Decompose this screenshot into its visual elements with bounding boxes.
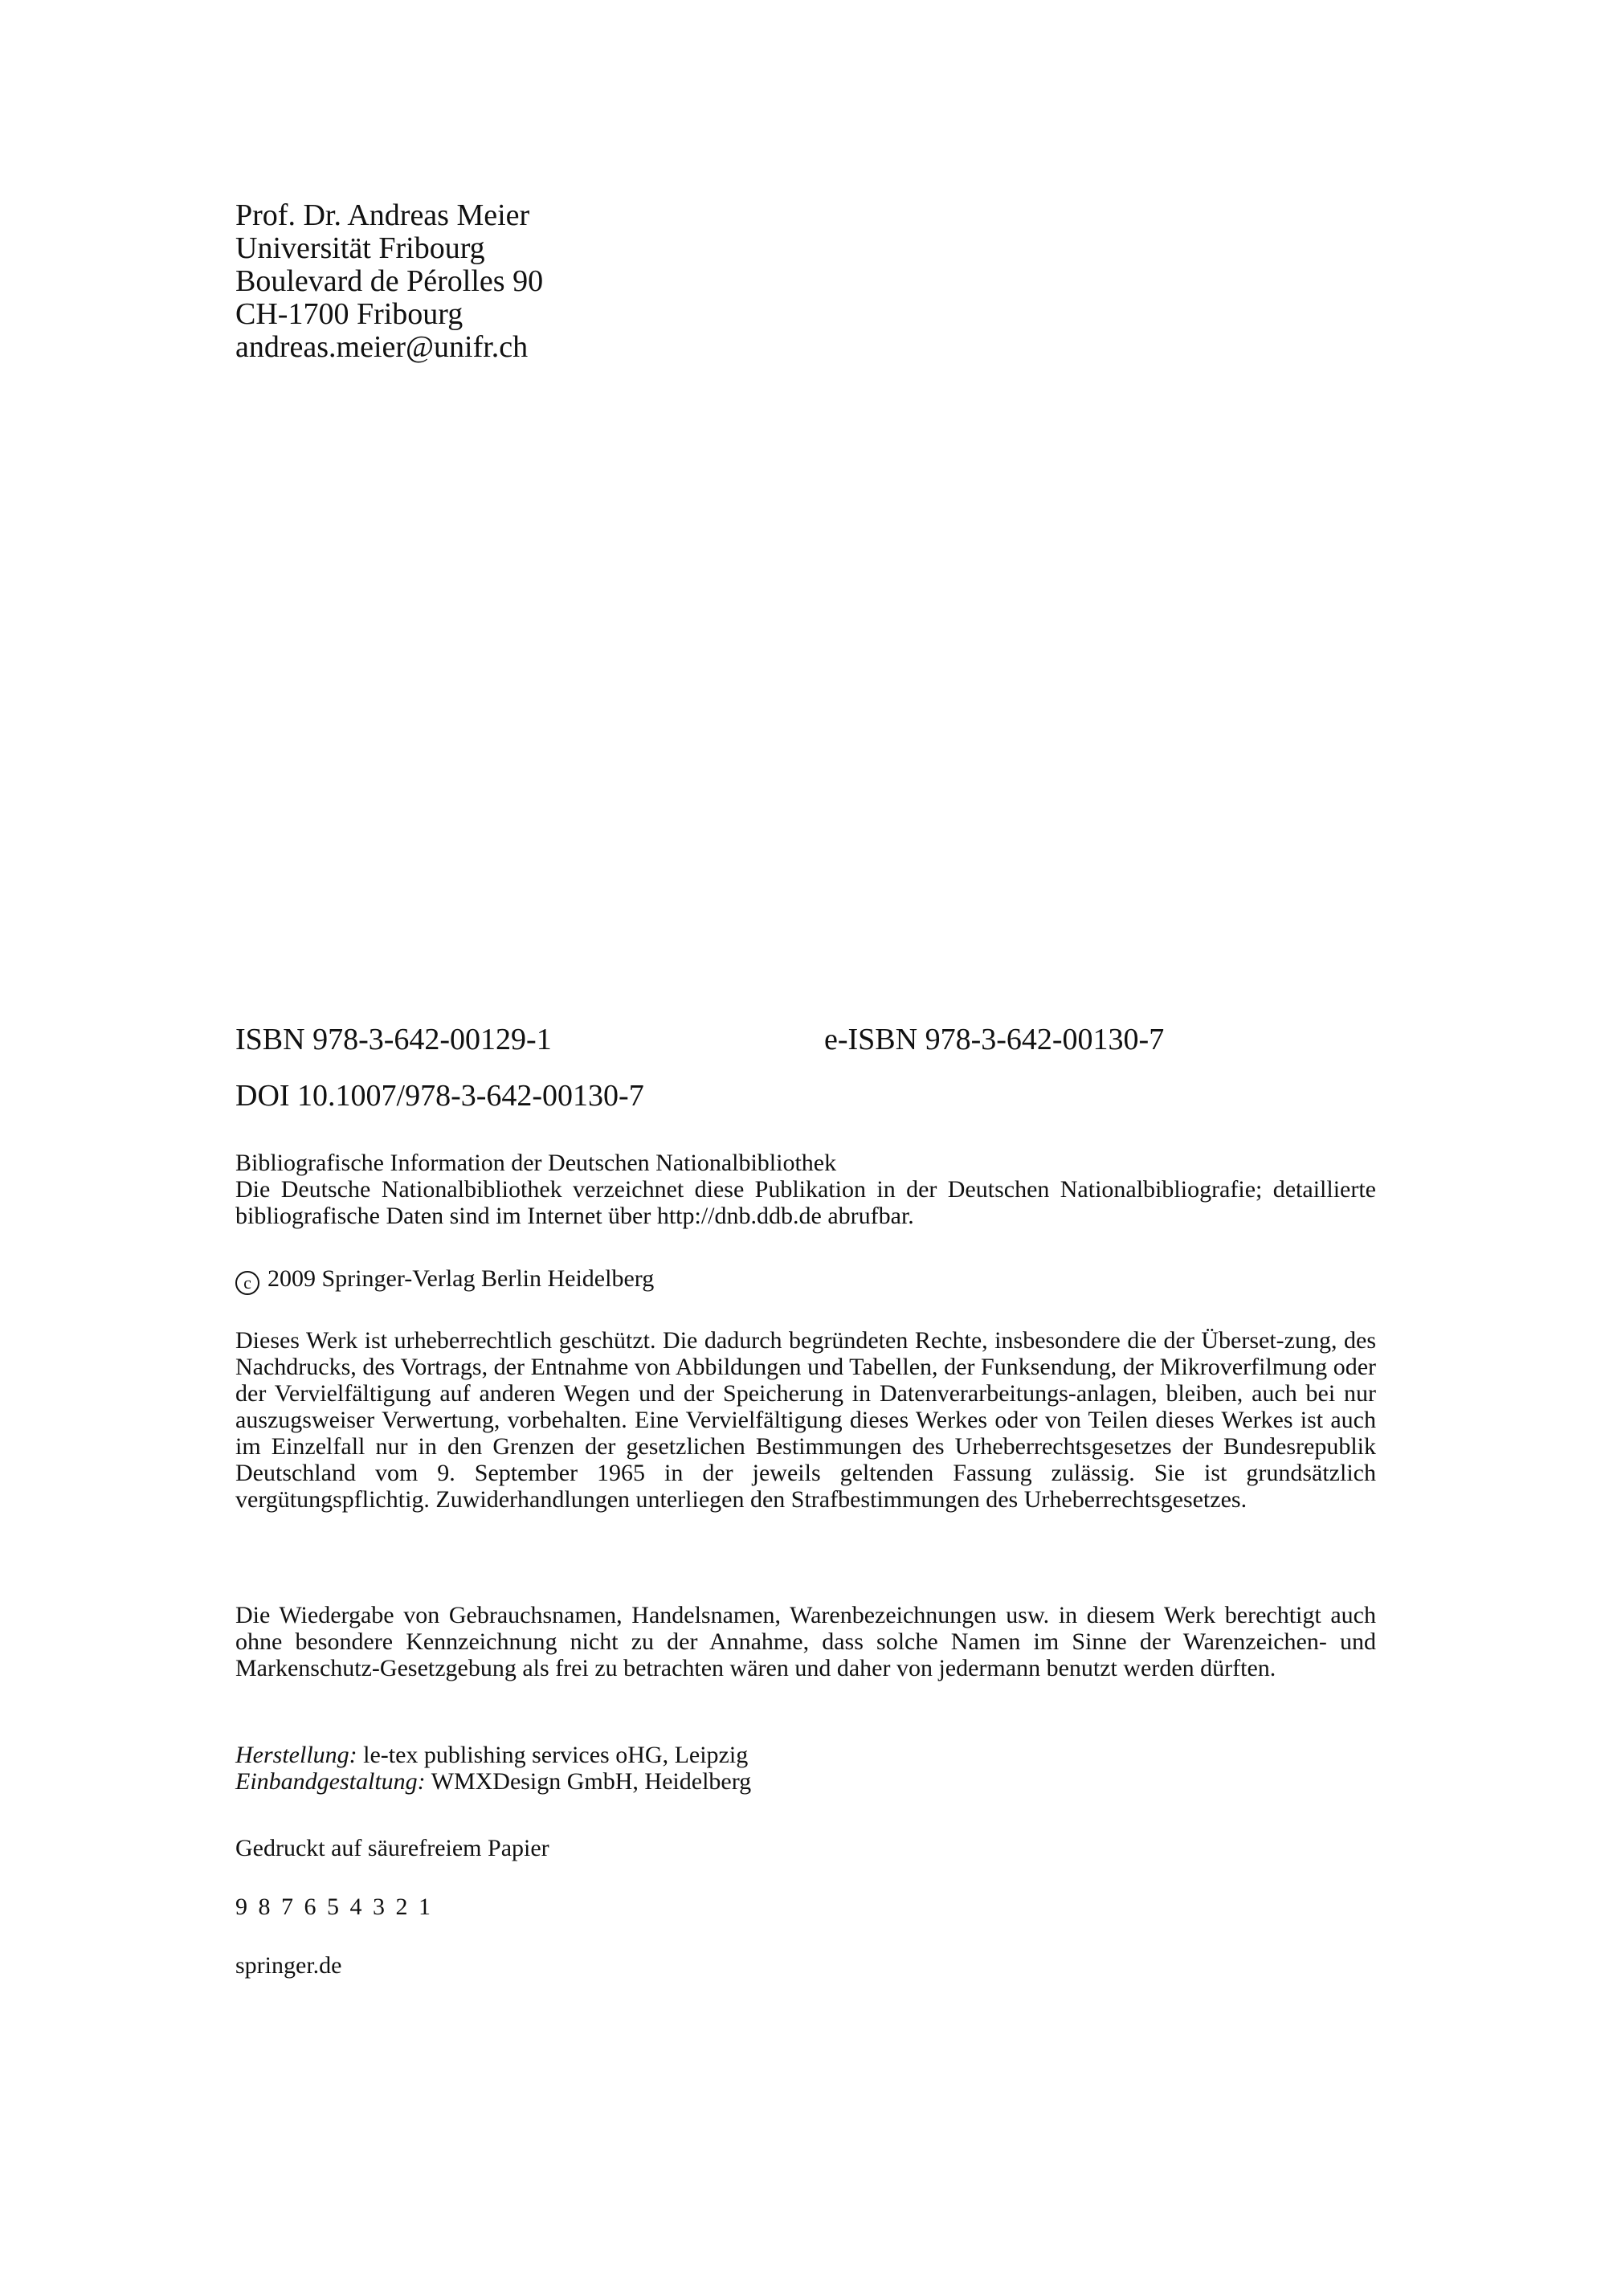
rights-paragraph: Dieses Werk ist urheberrechtlich geschützt. Die dadurch begründeten Rechte, insbesondere die der Überset-zung, des Nachdrucks, des Vortrags, der Entnahme von Abbildungen und Tabellen, der Funksendung, der Mikroverfilmung oder der Vervielfältigung auf anderen Wegen und der Speicherung in Datenverarbeitungs-anlagen, bleiben, auch bei nur auszugsweiser Verwertung, vorbehalten. Eine Vervielfältigung dieses Werkes oder von Teilen dieses Werkes ist auch im Einzelfall nur in den Grenzen der gesetzlichen Bestimmungen des Urheberrechtsgesetzes der Bundesrepublik Deutschland vom 9. September 1965 in der jeweils geltenden Fassung zulässig. Sie ist grundsätzlich vergütungspflichtig. Zuwiderhandlungen unterliegen den Strafbestimmungen des Urheberrechtsgesetzes.: [235, 1327, 1376, 1513]
author-email: andreas.meier@unifr.ch: [235, 330, 529, 364]
isbn-row: [235, 1022, 1376, 1057]
author-address: [235, 199, 543, 364]
copyright-line: [235, 1265, 1376, 1295]
production-credits: [235, 1742, 1376, 1795]
paper-note: Gedruckt auf säurefreiem Papier: [235, 1835, 549, 1861]
trademark-paragraph: Die Wiedergabe von Gebrauchsnamen, Handelsnamen, Warenbezeichnungen usw. in diesem Werk berechtigt auch ohne besondere Kennzeichnung nicht zu der Annahme, dass solche Namen im Sinne der Warenzeichen- und Markenschutz-Gesetzgebung als frei zu betrachten wären und daher von jedermann benutzt werden dürften.: [235, 1602, 1376, 1681]
copyright-icon: c: [235, 1271, 259, 1295]
isbn: ISBN 978-3-642-00129-1: [235, 1023, 552, 1056]
bibliographic-text: Die Deutsche Nationalbibliothek verzeichnet diese Publikation in der Deutschen Nationalbibliografie; detaillierte bibliografische Daten sind im Internet über http://dnb.ddb.de abrufbar.: [235, 1176, 1376, 1229]
website: springer.de: [235, 1952, 342, 1979]
production-einband: [235, 1768, 1376, 1795]
einband-value: WMXDesign GmbH, Heidelberg: [431, 1768, 752, 1795]
einband-label: Einbandgestaltung:: [235, 1768, 426, 1795]
print-line: 9 8 7 6 5 4 3 2 1: [235, 1894, 433, 1920]
bibliographic-information: [235, 1150, 1376, 1229]
copyright-text: 2009 Springer-Verlag Berlin Heidelberg: [267, 1265, 655, 1292]
author-city: CH-1700 Fribourg: [235, 297, 463, 331]
bibliographic-heading: Bibliografische Information der Deutschen Nationalbibliothek: [235, 1150, 837, 1176]
author-institution: Universität Fribourg: [235, 231, 485, 265]
author-street: Boulevard de Pérolles 90: [235, 264, 544, 298]
e-isbn: e-ISBN 978-3-642-00130-7: [824, 1023, 1165, 1056]
production-herstellung: [235, 1742, 1376, 1768]
author-name: Prof. Dr. Andreas Meier: [235, 198, 530, 232]
doi: DOI 10.1007/978-3-642-00130-7: [235, 1079, 644, 1113]
herstellung-value: le-tex publishing services oHG, Leipzig: [363, 1742, 749, 1768]
herstellung-label: Herstellung:: [235, 1742, 357, 1768]
